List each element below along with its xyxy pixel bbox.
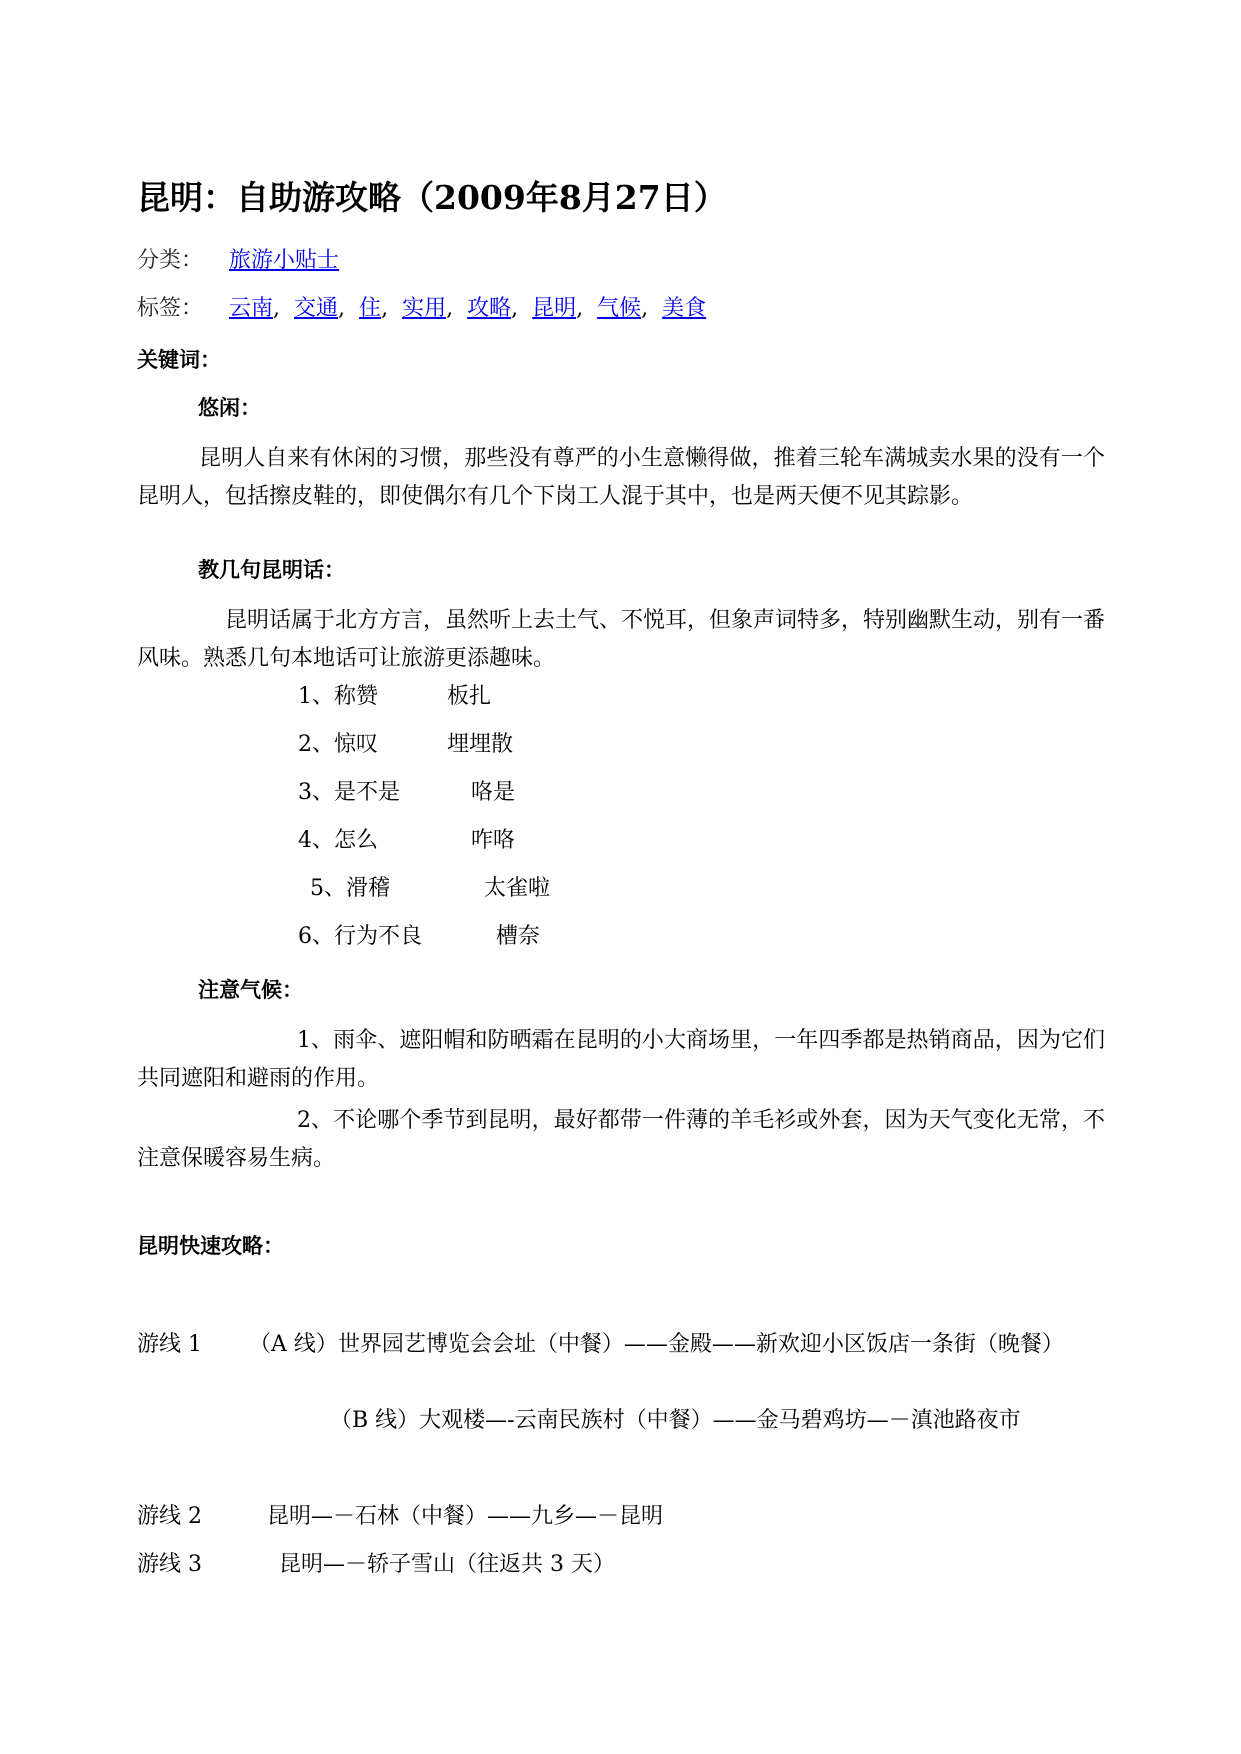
dialect-paragraph: 昆明话属于北方方言，虽然听上去土气、不悦耳，但象声词特多，特别幽默生动，别有一番风味。熟悉几句本地话可让旅游更添趣味。 — [137, 608, 1106, 671]
phrase-term: 3、是不是 — [298, 780, 400, 805]
phrase-local: 咋咯 — [471, 828, 516, 853]
phrase-term: 1、称赞 — [298, 684, 378, 709]
leisure-paragraph: 昆明人自来有休闲的习惯，那些没有尊严的小生意懒得做，推着三轮车满城卖水果的没有一个昆明人，包括擦皮鞋的，即使偶尔有几个下岗工人混于其中，也是两天便不见其踪影。 — [137, 446, 1105, 509]
tag-link-practical[interactable]: 实用 — [402, 296, 447, 321]
phrase-term: 4、怎么 — [298, 828, 378, 853]
tags-label: 标签： — [137, 296, 204, 321]
tag-link-food[interactable]: 美食 — [662, 296, 707, 321]
climate-heading: 注意气候： — [198, 978, 303, 1002]
keywords-heading: 关键词： — [137, 348, 221, 372]
route-label: 游线 1 — [137, 1332, 202, 1357]
climate-tip-2: 2、不论哪个季节到昆明，最好都带一件薄的羊毛衫或外套，因为天气变化无常，不注意保暖容易生病。 — [137, 1108, 1105, 1171]
tag-separator: , — [641, 296, 649, 321]
phrase-local: 板扎 — [447, 684, 492, 709]
route-2-text: 昆明—－石林（中餐）——九乡—－昆明 — [267, 1504, 664, 1529]
route-label: 游线 3 — [137, 1552, 202, 1577]
quick-guide-heading: 昆明快速攻略： — [137, 1234, 284, 1258]
phrase-term: 6、行为不良 — [298, 924, 422, 949]
page-title: 昆明：自助游攻略（2009年8月27日） — [137, 178, 727, 217]
tags-row — [137, 296, 706, 322]
category-label: 分类： — [137, 248, 204, 273]
category-row — [137, 248, 339, 274]
tag-link-climate[interactable]: 气候 — [597, 296, 642, 321]
tag-link-kunming[interactable]: 昆明 — [532, 296, 577, 321]
phrase-local: 咯是 — [471, 780, 516, 805]
phrase-local: 埋埋散 — [447, 732, 514, 757]
phrase-local: 太雀啦 — [484, 876, 551, 901]
dialect-heading: 教几句昆明话： — [198, 558, 345, 582]
tag-link-transport[interactable]: 交通 — [294, 296, 339, 321]
route-1-b: （B 线）大观楼—-云南民族村（中餐）——金马碧鸡坊—－滇池路夜市 — [330, 1408, 1021, 1433]
tag-link-yunnan[interactable]: 云南 — [229, 296, 274, 321]
tag-separator: , — [273, 296, 281, 321]
route-3-text: 昆明—－轿子雪山（往返共 3 天） — [279, 1552, 615, 1577]
tag-separator: , — [446, 296, 454, 321]
category-link[interactable]: 旅游小贴士 — [229, 248, 340, 273]
route-1-a — [137, 1326, 1105, 1364]
route-1-a-text: （A 线）世界园艺博览会会址（中餐）——金殿——新欢迎小区饭店一条街（晚餐） — [249, 1332, 1064, 1357]
route-label: 游线 2 — [137, 1504, 202, 1529]
tag-link-guide[interactable]: 攻略 — [467, 296, 512, 321]
tag-separator: , — [511, 296, 519, 321]
tag-separator: , — [381, 296, 389, 321]
climate-tip-1: 1、雨伞、遮阳帽和防晒霜在昆明的小大商场里，一年四季都是热销商品，因为它们共同遮阳和避雨的作用。 — [137, 1028, 1105, 1091]
leisure-heading: 悠闲： — [198, 396, 261, 420]
phrase-term: 2、惊叹 — [298, 732, 378, 757]
tag-link-lodging[interactable]: 住 — [359, 296, 382, 321]
phrase-local: 槽奈 — [496, 924, 541, 949]
tag-separator: , — [338, 296, 346, 321]
phrase-term: 5、滑稽 — [310, 876, 390, 901]
tag-separator: , — [576, 296, 584, 321]
